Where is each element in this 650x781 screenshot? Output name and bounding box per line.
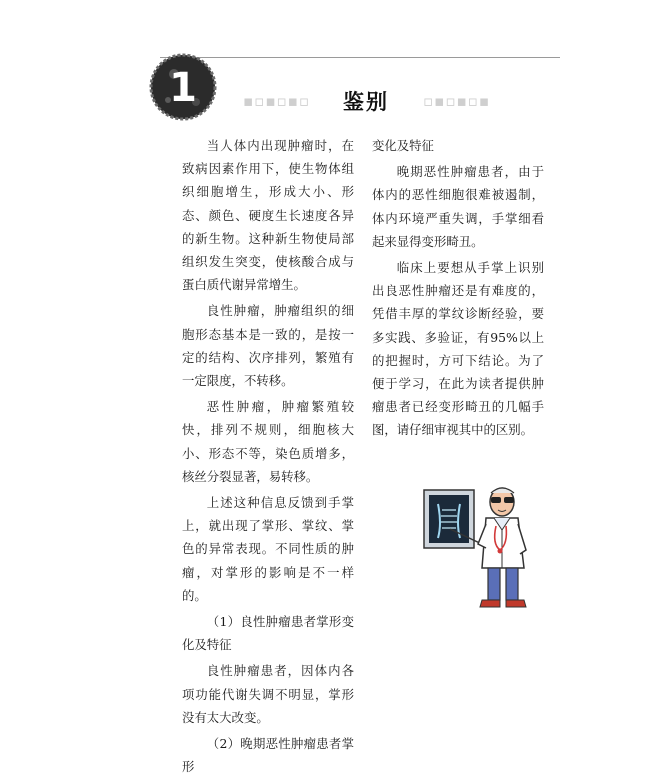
paragraph: 良性肿瘤患者，因体内各项功能代谢失调不明显，掌形没有太大改变。 <box>182 663 354 725</box>
title-faded-decoration: ▪▫▪▫▪▫ <box>243 92 310 110</box>
subheading-continued: 变化及特征 <box>372 138 434 153</box>
paragraph: 上述这种信息反馈到手掌上，就出现了掌形、掌纹、掌色的异常表现。不同性质的肿瘤，对掌形的影响是不一样的。 <box>182 495 354 603</box>
paragraph: 良性肿瘤，肿瘤组织的细胞形态基本是一致的，是按一定的结构、次序排列，繁殖有一定限度，不转移。 <box>182 303 354 389</box>
paragraph: 当人体内出现肿瘤时，在致病因素作用下，使生物体组织细胞增生，形成大小、形态、颜色、硬度生长速度各异的新生物。这种新生物使局部组织发生突变，使核酸合成与蛋白质代谢异常增生。 <box>182 138 354 293</box>
paragraph: 临床上要想从手掌上识别出良恶性肿瘤还是有难度的，凭借丰厚的掌纹诊断经验，要多实践、多验证，有95%以上的把握时，方可下结论。为了便于学习，在此为读者提供肿瘤患者已经变形畸丑的几幅手图，请仔细审视其中的区别。 <box>372 260 544 438</box>
title-faded-decoration-right: ▫▪▫▪▫▪ <box>423 92 490 110</box>
header-rule <box>160 57 560 58</box>
left-text-column <box>182 134 354 781</box>
chapter-number-badge <box>148 52 218 122</box>
doctor-xray-illustration-icon <box>420 484 550 614</box>
right-text-column <box>372 134 544 445</box>
section-title-main: 鉴别 <box>343 90 389 114</box>
subheading: （2）晚期恶性肿瘤患者掌形 <box>182 736 354 775</box>
paragraph: 恶性肿瘤，肿瘤繁殖较快，排列不规则，细胞核大小、形态不等，染色质增多，核丝分裂显著，易转移。 <box>182 399 354 484</box>
subheading: （1）良性肿瘤患者掌形变化及特征 <box>182 614 354 653</box>
chapter-number: 1 <box>169 65 197 111</box>
section-title <box>243 86 563 114</box>
paragraph: 晚期恶性肿瘤患者，由于体内的恶性细胞很难被遏制，体内环境严重失调，手掌细看起来显得变形畸丑。 <box>372 164 544 249</box>
